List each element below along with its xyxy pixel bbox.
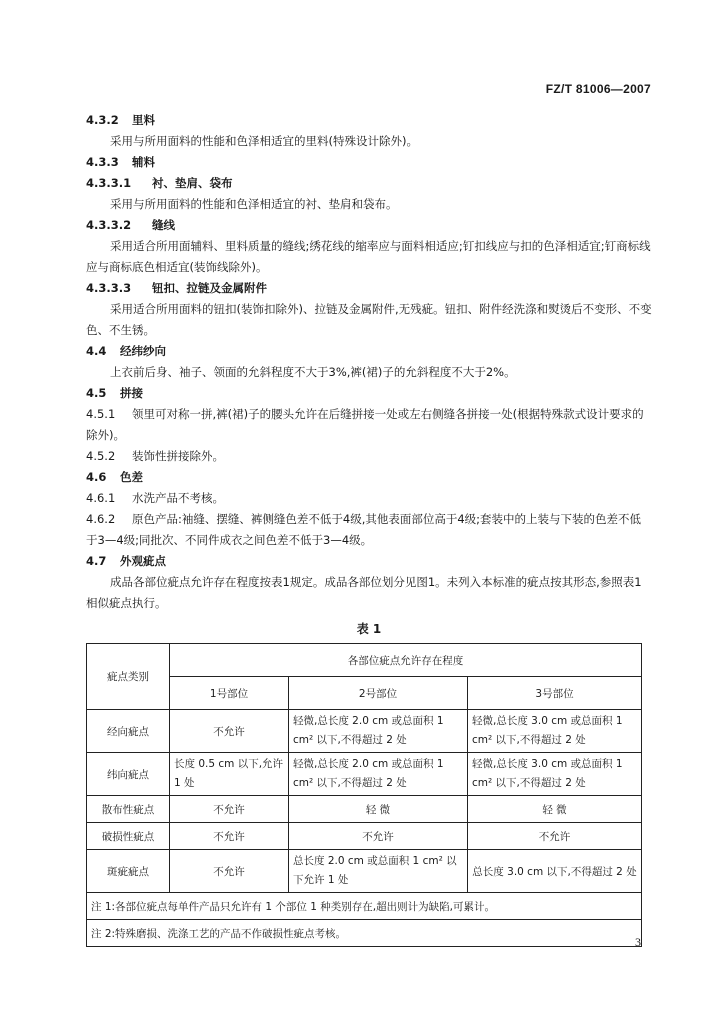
- section-number: 4.5.2: [86, 449, 116, 463]
- section-text: 领里可对称一拼,裤(裙)子的腰头允许在后缝拼接一处或左右侧缝各拼接一处(根据特殊款式设计要求的除外)。: [86, 407, 644, 442]
- section-4-3-2-heading: [86, 110, 652, 131]
- row-cell: 不允许: [170, 850, 289, 893]
- table-header-col3: 3号部位: [468, 677, 642, 710]
- section-text: 水洗产品不考核。: [132, 491, 224, 505]
- section-number: 4.7: [86, 554, 107, 568]
- section-4-5-1: [86, 404, 652, 446]
- section-4-6-2: [86, 509, 652, 551]
- row-cell: 不允许: [170, 823, 289, 850]
- section-number: 4.3.3.2: [86, 218, 132, 232]
- section-number: 4.3.3.3: [86, 281, 132, 295]
- row-name: 破损性疵点: [87, 823, 170, 850]
- section-text: 原色产品:袖缝、摆缝、裤侧缝色差不低于4级,其他表面部位高于4级;套装中的上装与下装的色差不低于3—4级;同批次、不同件成衣之间色差不低于3—4级。: [86, 512, 642, 547]
- row-cell: 轻 微: [289, 796, 468, 823]
- section-number: 4.3.3: [86, 155, 119, 169]
- section-4-3-3-3-heading: [86, 278, 652, 299]
- section-number: 4.6.2: [86, 512, 116, 526]
- section-4-3-3-1-heading: [86, 173, 652, 194]
- row-cell: 轻微,总长度 3.0 cm 或总面积 1 cm² 以下,不得超过 2 处: [468, 710, 642, 753]
- section-4-3-3-3-text: 采用适合所用面料的钮扣(装饰扣除外)、拉链及金属附件,无残疵。钮扣、附件经洗涤和熨烫后不变形、不变色、不生锈。: [86, 302, 652, 337]
- section-4-5-2: [86, 446, 652, 467]
- row-name: 散布性疵点: [87, 796, 170, 823]
- section-4-6-1: [86, 488, 652, 509]
- section-title: 里料: [132, 113, 155, 127]
- table-row: [87, 753, 642, 796]
- section-number: 4.5.1: [86, 407, 116, 421]
- section-number: 4.6.1: [86, 491, 116, 505]
- section-number: 4.6: [86, 470, 107, 484]
- section-4-5-heading: [86, 383, 652, 404]
- table-header-type: 疵点类别: [87, 644, 170, 710]
- row-cell: 不允许: [170, 710, 289, 753]
- table-note-2: 注 2:特殊磨损、洗涤工艺的产品不作破损性疵点考核。: [87, 920, 642, 947]
- section-4-3-3-heading: [86, 152, 652, 173]
- page-number: 3: [635, 935, 641, 949]
- section-number: 4.3.3.1: [86, 176, 132, 190]
- table-row: [87, 796, 642, 823]
- section-title: 缝线: [152, 218, 175, 232]
- section-title: 经纬纱向: [120, 344, 166, 358]
- section-4-7-heading: [86, 551, 652, 572]
- row-name: 经向疵点: [87, 710, 170, 753]
- table-note-1: 注 1:各部位疵点每单件产品只允许有 1 个部位 1 种类别存在,超出则计为缺陷,可累计。: [87, 893, 642, 920]
- section-title: 拼接: [120, 386, 143, 400]
- row-cell: 总长度 3.0 cm 以下,不得超过 2 处: [468, 850, 642, 893]
- section-title: 色差: [120, 470, 143, 484]
- section-4-6-heading: [86, 467, 652, 488]
- section-4-3-3-1-text: 采用与所用面料的性能和色泽相适宜的衬、垫肩和袋布。: [110, 197, 398, 211]
- section-number: 4.3.2: [86, 113, 119, 127]
- section-title: 衬、垫肩、袋布: [152, 176, 233, 190]
- row-cell: 长度 0.5 cm 以下,允许 1 处: [170, 753, 289, 796]
- row-cell: 轻微,总长度 2.0 cm 或总面积 1 cm² 以下,不得超过 2 处: [289, 710, 468, 753]
- section-title: 辅料: [132, 155, 155, 169]
- row-cell: 总长度 2.0 cm 或总面积 1 cm² 以下允许 1 处: [289, 850, 468, 893]
- table-row: [87, 823, 642, 850]
- standard-code: FZ/T 81006—2007: [545, 82, 651, 96]
- section-4-4-text: 上衣前后身、袖子、领面的允斜程度不大于3%,裤(裙)子的允斜程度不大于2%。: [110, 365, 516, 379]
- row-cell: 不允许: [170, 796, 289, 823]
- section-number: 4.4: [86, 344, 107, 358]
- table-row: [87, 710, 642, 753]
- row-cell: 不允许: [289, 823, 468, 850]
- row-cell: 轻微,总长度 3.0 cm 或总面积 1 cm² 以下,不得超过 2 处: [468, 753, 642, 796]
- table-header-col2: 2号部位: [289, 677, 468, 710]
- section-4-3-2-text: 采用与所用面料的性能和色泽相适宜的里料(特殊设计除外)。: [110, 134, 418, 148]
- table-header-group: 各部位疵点允许存在程度: [170, 644, 642, 677]
- table-header-col1: 1号部位: [170, 677, 289, 710]
- section-4-7-text: 成品各部位疵点允许存在程度按表1规定。成品各部位划分见图1。未列入本标准的疵点按其形态,参照表1相似疵点执行。: [86, 575, 642, 610]
- section-title: 外观疵点: [120, 554, 166, 568]
- row-name: 斑疵疵点: [87, 850, 170, 893]
- section-4-4-heading: [86, 341, 652, 362]
- section-4-3-3-2-heading: [86, 215, 652, 236]
- section-title: 钮扣、拉链及金属附件: [152, 281, 267, 295]
- table-row: [87, 850, 642, 893]
- document-body: [86, 110, 652, 947]
- row-cell: 不允许: [468, 823, 642, 850]
- section-text: 装饰性拼接除外。: [132, 449, 224, 463]
- table-title: 表 1: [356, 622, 382, 636]
- section-number: 4.5: [86, 386, 107, 400]
- row-cell: 轻 微: [468, 796, 642, 823]
- defect-table: [86, 643, 642, 947]
- row-cell: 轻微,总长度 2.0 cm 或总面积 1 cm² 以下,不得超过 2 处: [289, 753, 468, 796]
- section-4-3-3-2-text: 采用适合所用面辅料、里料质量的缝线;绣花线的缩率应与面料相适应;钉扣线应与扣的色泽相适宜;钉商标线应与商标底色相适宜(装饰线除外)。: [86, 239, 651, 274]
- row-name: 纬向疵点: [87, 753, 170, 796]
